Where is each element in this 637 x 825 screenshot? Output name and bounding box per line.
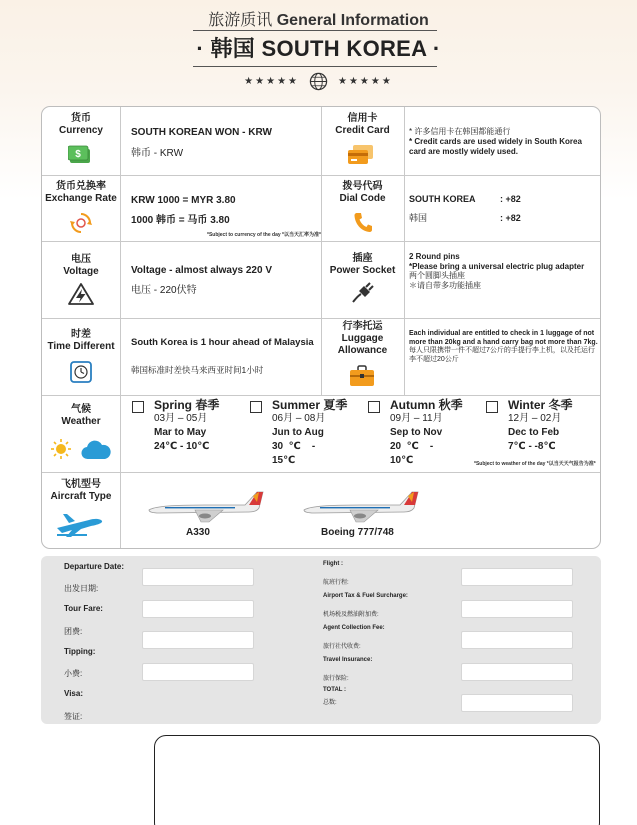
form-label: 航班行程:	[323, 580, 349, 586]
plane-caption-boeing: Boeing 777/748	[321, 527, 394, 538]
season-checkbox[interactable]	[250, 401, 262, 413]
socket-details: 2 Round pins *Please bring a universal electric plug adapter 两个圆脚头插座 ＊请自带多功能插座	[409, 252, 585, 290]
season-block	[272, 398, 347, 468]
agent-fee-input[interactable]	[461, 631, 573, 649]
departure-date-input[interactable]	[142, 568, 254, 586]
season-months-zh: 06月 – 08月	[272, 413, 326, 424]
dial-code-zh: : +82	[500, 213, 521, 223]
exchange-label: 货币兑换率 Exchange Rate	[45, 181, 117, 204]
cloud-icon	[81, 440, 111, 460]
exchange-rate-zh: 1000 韩币 = 马币 3.80	[131, 215, 230, 226]
form-label: Tour Fare:	[64, 604, 103, 613]
season-temp-low: 15℃	[272, 455, 296, 466]
phone-icon	[353, 211, 373, 233]
form-label: Agent Collection Fee:	[323, 625, 385, 631]
form-label: 旅行社代收费:	[323, 644, 361, 650]
weather-note: *Subject to weather of the day *以当天天气报告为准*	[474, 461, 596, 467]
season-checkbox[interactable]	[486, 401, 498, 413]
season-checkbox[interactable]	[368, 401, 380, 413]
tipping-input[interactable]	[142, 631, 254, 649]
grid-line	[120, 472, 121, 549]
clock-icon	[70, 361, 92, 383]
season-name: Spring 春季	[154, 398, 220, 412]
season-block	[154, 398, 219, 454]
flight-input[interactable]	[461, 568, 573, 586]
season-months-en: Mar to May	[154, 427, 207, 438]
season-block	[508, 398, 573, 454]
credit-card-label: 信用卡 Credit Card	[335, 113, 390, 136]
subtitle-en: General Information	[276, 12, 429, 29]
currency-value-zh: 韩币 - KRW	[131, 148, 184, 159]
time-value-en: South Korea is 1 hour ahead of Malaysia	[131, 337, 314, 348]
season-months-en: Jun to Aug	[272, 427, 324, 438]
insurance-input[interactable]	[461, 663, 573, 681]
header-subtitle	[0, 7, 637, 30]
season-block	[390, 398, 463, 468]
season-name: Summer 夏季	[272, 398, 348, 412]
season-name: Winter 冬季	[508, 398, 573, 412]
visa-input[interactable]	[142, 663, 254, 681]
power-socket-label: 插座 Power Socket	[329, 253, 396, 276]
form-label: TOTAL :	[323, 687, 346, 693]
grid-line	[404, 107, 405, 395]
form-label: 小费:	[64, 669, 83, 678]
dial-country-zh: 韩国	[409, 213, 428, 223]
header-divider-top	[193, 30, 437, 31]
luggage-icon	[349, 365, 375, 387]
fare-form	[41, 556, 601, 724]
season-months-zh: 09月 – 11月	[390, 413, 443, 424]
luggage-label: 行李托运 Luggage Allowance	[337, 321, 388, 356]
info-table	[41, 106, 601, 549]
aircraft-label: 飞机型号 Aircraft Type	[50, 479, 112, 502]
voltage-value-en: Voltage - almost always 220 V	[131, 265, 272, 276]
exchange-rate-en: KRW 1000 = MYR 3.80	[131, 195, 236, 206]
season-temp: 20 ℃ -	[390, 441, 434, 452]
credit-card-icon	[348, 145, 374, 165]
stars-right: ★★★★★	[338, 76, 393, 87]
weather-label: 气候 Weather	[61, 404, 101, 427]
season-months-en: Dec to Feb	[508, 427, 560, 438]
plane-caption-a330: A330	[186, 527, 210, 538]
season-temp: 7℃ - -8℃	[508, 441, 556, 452]
dial-code-label: 拨号代码 Dial Code	[339, 181, 386, 204]
header-decoration	[0, 72, 637, 91]
season-temp: 30 ℃ -	[272, 441, 316, 452]
subtitle-zh: 旅游质讯	[208, 12, 273, 29]
voltage-value-zh: 电压 - 220伏特	[131, 285, 197, 296]
money-icon	[68, 145, 92, 165]
season-name: Autumn 秋季	[390, 398, 463, 412]
tour-fare-input[interactable]	[142, 600, 254, 618]
voltage-label: 电压 Voltage	[63, 254, 99, 277]
form-label: 总数:	[323, 700, 337, 706]
currency-value-en: SOUTH KOREAN WON - KRW	[131, 127, 272, 138]
exchange-icon	[69, 211, 93, 235]
grid-line	[42, 472, 601, 473]
exchange-note: *Subject to currency of the day *以当天汇率为准*	[207, 232, 321, 238]
stars-left: ★★★★★	[244, 76, 299, 87]
sun-icon	[49, 438, 73, 460]
season-months-zh: 03月 – 05月	[154, 413, 208, 424]
season-months-zh: 12月 – 02月	[508, 413, 562, 424]
season-checkbox[interactable]	[132, 401, 144, 413]
plane-image-a330	[145, 488, 265, 524]
grid-line	[42, 318, 601, 319]
form-label: Airport Tax & Fuel Surcharge:	[323, 593, 408, 599]
form-label: Departure Date:	[64, 562, 125, 571]
page-title: · 韩国 SOUTH KOREA ·	[196, 36, 441, 61]
currency-label: 货币 Currency	[59, 113, 103, 136]
page-header	[0, 0, 637, 100]
form-label: 出发日期:	[64, 584, 99, 593]
season-months-en: Sep to Nov	[390, 427, 443, 438]
grid-line	[120, 107, 121, 472]
time-difference-label: 时差 Time Different	[47, 329, 115, 352]
notes-box[interactable]	[154, 735, 600, 825]
form-label: 旅行保险:	[323, 676, 349, 682]
dial-country-en: SOUTH KOREA	[409, 194, 476, 204]
airplane-icon	[55, 512, 105, 538]
voltage-warning-icon	[68, 283, 94, 305]
globe-icon	[309, 72, 328, 91]
form-label: Travel Insurance:	[323, 657, 373, 663]
credit-card-note: * 许多信用卡在韩国都能通行 * Credit cards are used widely in South Korea card are mostly widely used.	[409, 127, 582, 156]
header-divider-bottom	[193, 66, 437, 67]
plane-image-boeing	[300, 488, 420, 524]
luggage-details: Each individual are entitled to check in 1 luggage of not more than 20kg and a hand carry bag not more than 7kg. 每人只限携带一件不超过7公斤的手提行李上机，以及托运行李不超过20公斤	[409, 330, 598, 363]
form-label: Tipping:	[64, 647, 96, 656]
grid-line	[42, 395, 601, 396]
grid-line	[42, 241, 601, 242]
total-input[interactable]	[461, 694, 573, 712]
form-label: Visa:	[64, 689, 83, 698]
grid-line	[42, 175, 601, 176]
dial-code-en: : +82	[500, 194, 521, 204]
form-label: 签证:	[64, 712, 83, 721]
season-temp-low: 10℃	[390, 455, 414, 466]
form-label: Flight :	[323, 561, 343, 567]
form-label: 团费:	[64, 627, 83, 636]
plug-icon	[351, 281, 375, 303]
airport-tax-input[interactable]	[461, 600, 573, 618]
form-label: 机场税及燃油附加费:	[323, 612, 379, 618]
season-temp: 24℃ - 10℃	[154, 441, 210, 452]
svg-text:$: $	[75, 149, 81, 160]
time-value-zh: 韩国标准时差快马来西亚时间1小时	[131, 365, 264, 375]
